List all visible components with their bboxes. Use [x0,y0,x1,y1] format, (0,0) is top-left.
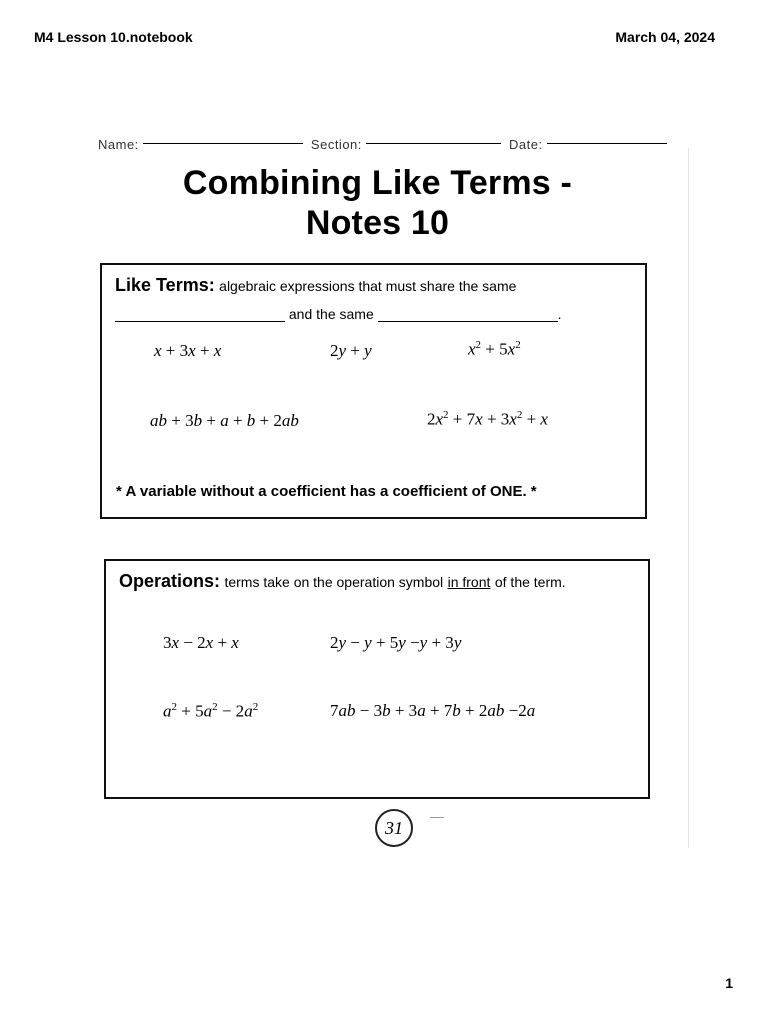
operations-def-post: of the term. [494,574,566,590]
blank-1 [115,307,285,322]
example-like-4: ab + 3b + a + b + 2ab [150,411,299,430]
and-the-same-text: and the same [288,306,374,322]
example-like-1: x + 3x + x [154,341,222,360]
operations-definition [119,571,566,592]
section-label: Section: [310,137,362,151]
page-circle-number: 31 [375,809,413,847]
worksheet-title [60,163,695,243]
scan-edge [688,148,689,848]
example-like-2: 2y + y [330,341,372,360]
like-terms-definition [115,275,516,296]
example-ops-4: 7ab − 3b + 3a + 7b + 2ab −2a [330,701,536,720]
example-ops-3: $a^2 + 5a^2 - 2a^2$ [163,701,259,721]
like-terms-box [100,263,647,519]
like-terms-def-text: algebraic expressions that must share the same [219,278,517,294]
example-ops-2: 2y − y + 5y −y + 3y [330,633,462,652]
notebook-title: M4 Lesson 10.notebook [34,29,193,45]
name-section-date-fields [98,137,678,151]
title-line-1: Combining Like Terms - [182,164,573,202]
scan-mark [430,817,444,818]
operations-def-pre: terms take on the operation symbol [224,574,444,590]
operations-def-underlined: in front [447,574,491,590]
like-terms-label: Like Terms: [115,275,215,295]
title-line-2: Notes 10 [305,204,450,242]
page-number: 1 [725,975,733,991]
example-ops-1: 3x − 2x + x [163,633,239,652]
operations-box [104,559,650,799]
blank-2 [378,307,558,322]
example-like-3: $x^2 + 5x^2$ [468,339,521,359]
name-label: Name: [98,137,139,151]
coefficient-note: * A variable without a coefficient has a coefficient of ONE. * [116,483,537,500]
like-terms-blanks [115,306,562,322]
operations-label: Operations: [119,571,221,591]
example-like-5: $2x^2 + 7x + 3x^2 + x$ [427,409,548,429]
date-label: Date: [509,137,543,151]
period: . [557,306,562,322]
worksheet-scan [60,137,695,853]
notebook-date: March 04, 2024 [615,29,715,45]
